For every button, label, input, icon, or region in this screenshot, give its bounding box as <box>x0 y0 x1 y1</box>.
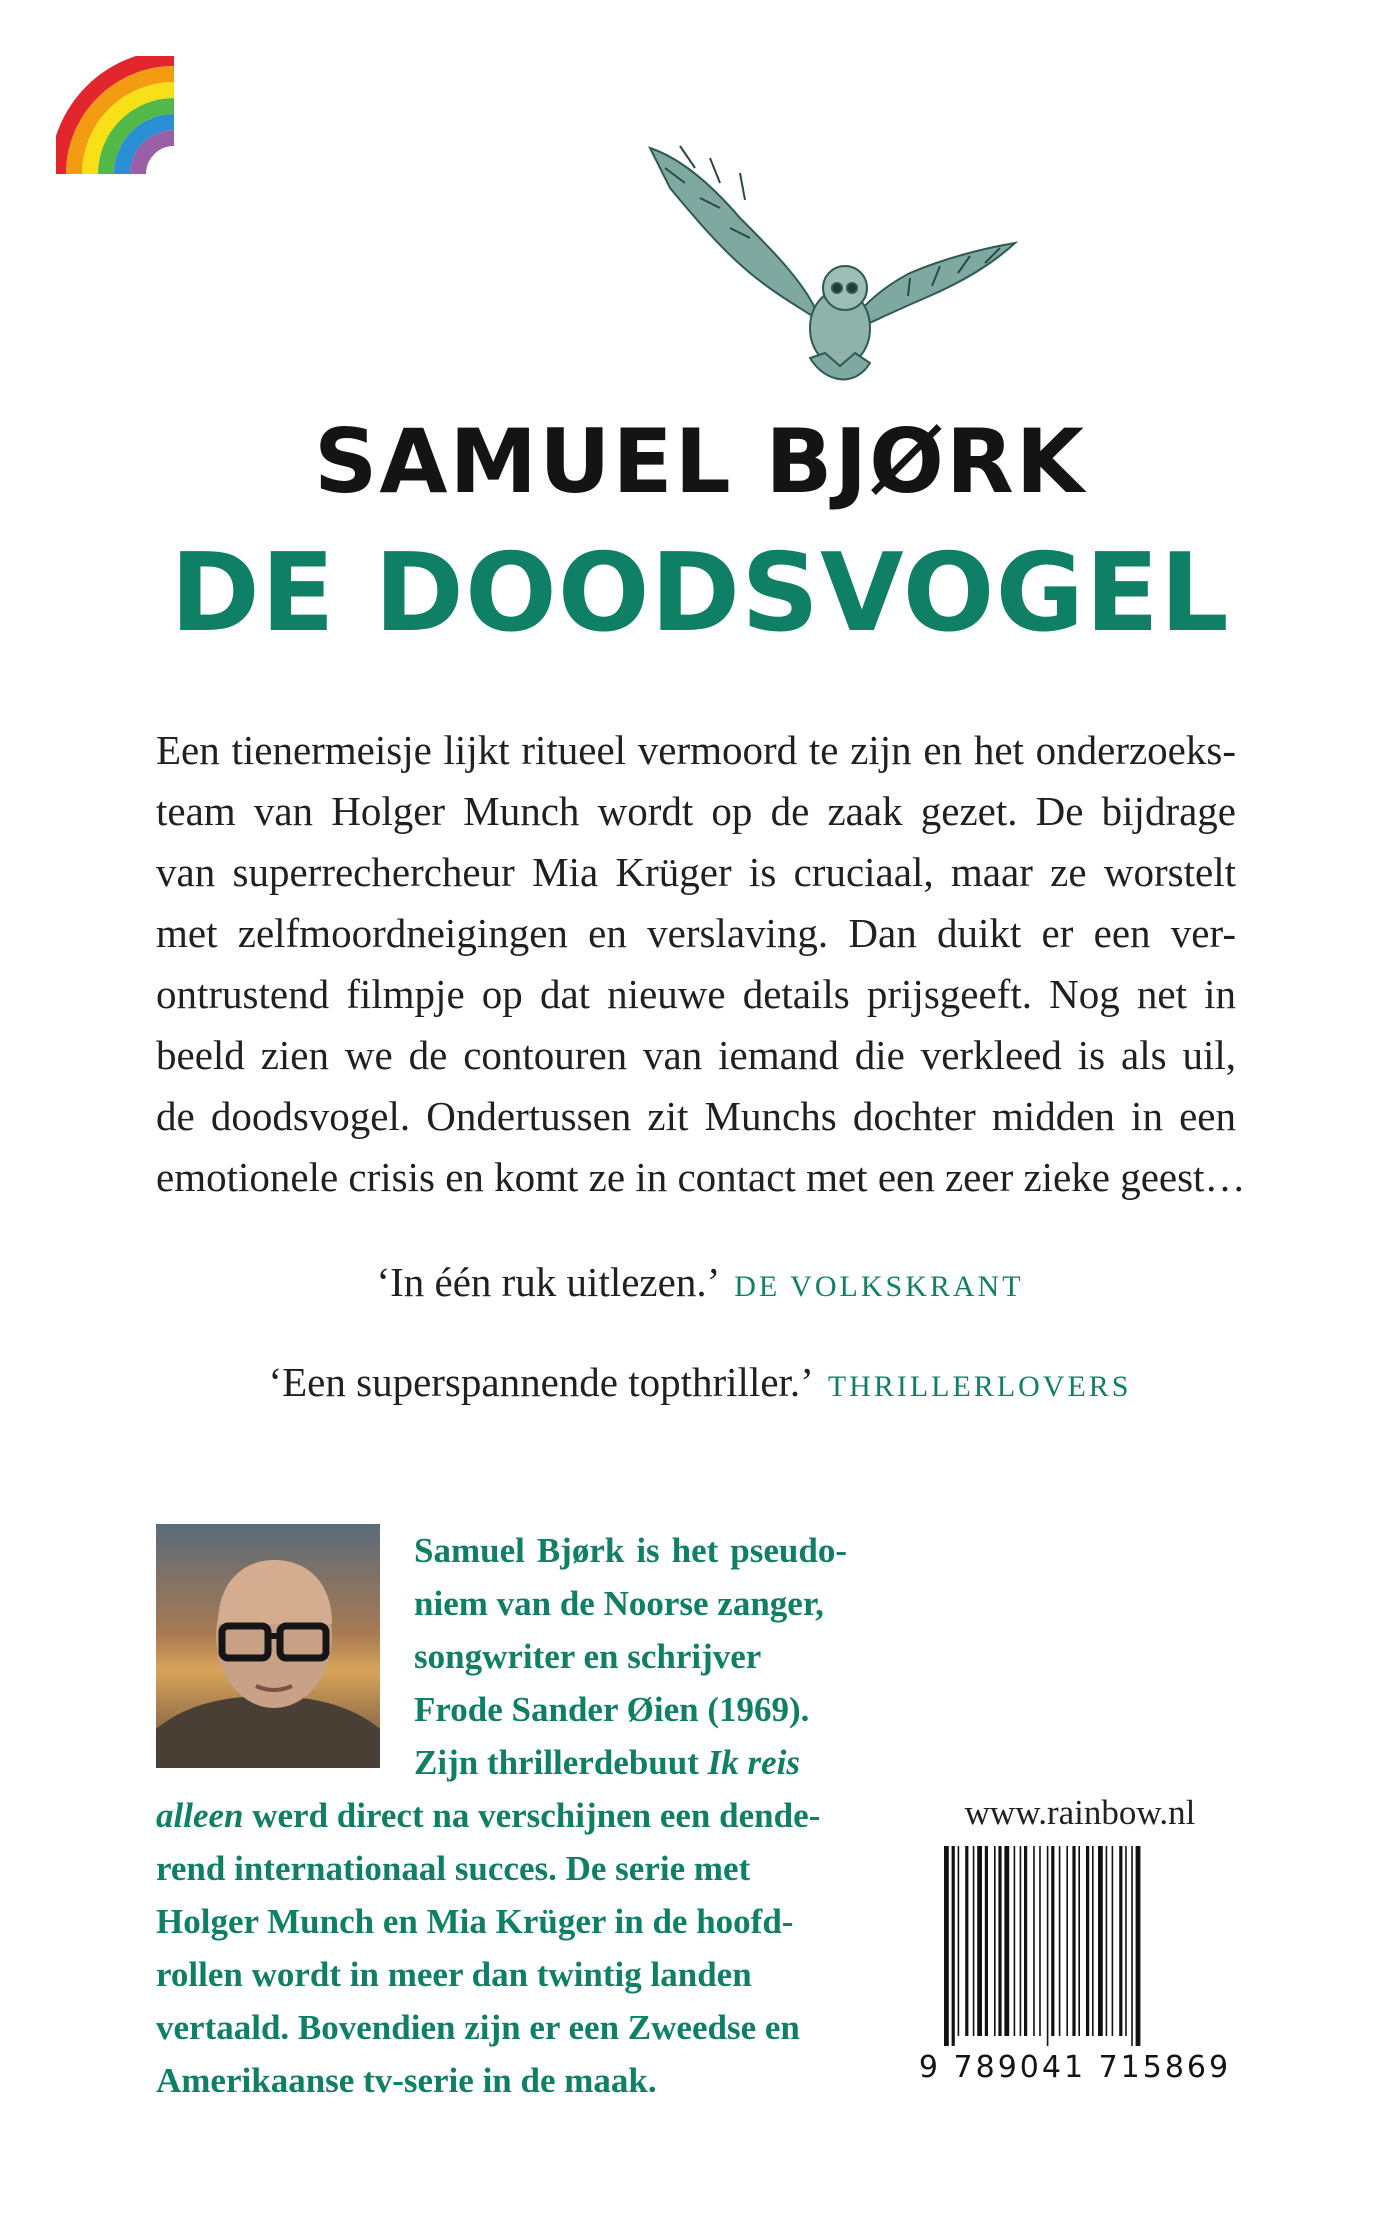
barcode-bar <box>985 1846 988 2036</box>
author-portrait-photo <box>156 1524 380 1768</box>
isbn-number: 9 789041 715869 <box>918 2050 1232 2085</box>
bio-line <box>414 1736 847 1789</box>
barcode-bar <box>1131 1846 1133 2046</box>
barcode-bar <box>973 1846 975 2036</box>
book-title-italic: Ik reis <box>707 1743 801 1782</box>
barcode-bar <box>1072 1846 1075 2036</box>
barcode-bar <box>1039 1846 1041 2036</box>
review-quote <box>0 1259 1400 1305</box>
bio-line: Amerikaanse tv-serie in de maak. <box>156 2061 657 2100</box>
bio-line: niem van de Noorse zanger, <box>414 1584 824 1623</box>
barcode-bar <box>977 1846 982 2036</box>
barcode-bar <box>952 1846 955 2046</box>
review-source: DE VOLKSKRANT <box>734 1270 1024 1303</box>
bio-line: rend internationaal succes. De serie met <box>156 1849 751 1888</box>
author-bio-bottom <box>156 1789 836 2107</box>
barcode-bar <box>1059 1846 1061 2036</box>
publisher-website: www.rainbow.nl <box>964 1793 1196 1832</box>
blurb-line: van superrechercheur Mia Krüger is cruciaal, maar ze worstelt <box>156 849 1236 895</box>
barcode-bar <box>1014 1846 1016 2036</box>
barcode-bar <box>1086 1846 1089 2036</box>
blurb-line: ontrustend filmpje op dat nieuwe details prijsgeeft. Nog net in <box>156 971 1236 1017</box>
bio-line: Holger Munch en Mia Krüger in de hoofd- <box>156 1902 794 1941</box>
barcode-bar <box>998 1846 1001 2036</box>
barcode-bar <box>958 1846 960 2036</box>
review-text: ‘In één ruk uitlezen.’ <box>376 1259 721 1305</box>
bio-line: Samuel Bjørk is het pseudo- <box>414 1531 847 1570</box>
blurb-line: de doodsvogel. Ondertussen zit Munchs dochter midden in een <box>156 1093 1236 1139</box>
barcode-bar <box>1119 1846 1122 2036</box>
bio-text: werd direct na verschijnen een dende- <box>243 1796 821 1835</box>
owl-in-flight-icon <box>640 138 1020 398</box>
book-blurb <box>156 720 1246 1208</box>
barcode-bar <box>994 1846 996 2036</box>
bio-line: vertaald. Bovendien zijn er een Zweedse en <box>156 2008 800 2047</box>
barcode-bar <box>1125 1846 1127 2036</box>
barcode-bar <box>1112 1846 1114 2036</box>
review-source: THRILLERLOVERS <box>827 1370 1132 1403</box>
barcode-bar <box>965 1846 968 2036</box>
blurb-line: team van Holger Munch wordt op de zaak gezet. De bijdrage <box>156 788 1236 834</box>
barcode-bar <box>1004 1846 1009 2036</box>
barcode-bar <box>1047 1846 1049 2046</box>
barcode-bar <box>1098 1846 1103 2036</box>
barcode-bar <box>1092 1846 1094 2036</box>
bio-text: Zijn thrillerdebuut <box>414 1743 708 1782</box>
barcode-bar <box>1106 1846 1108 2036</box>
blurb-line: beeld zien we de contouren van iemand die verkleed is als uil, <box>156 1032 1236 1078</box>
barcode-bar <box>1051 1846 1054 2036</box>
barcode-bar <box>1024 1846 1027 2036</box>
barcode-bar <box>1136 1846 1141 2046</box>
book-title-italic: alleen <box>156 1796 244 1835</box>
bio-line: Frode Sander Øien (1969). <box>414 1690 810 1729</box>
bio-line <box>156 1789 836 1842</box>
book-title: DE DOODSVOGEL <box>170 531 1230 656</box>
review-text: ‘Een superspannende topthriller.’ <box>268 1359 814 1405</box>
barcode-bar <box>944 1846 949 2046</box>
bio-line: songwriter en schrijver <box>414 1637 762 1676</box>
blurb-line: emotionele crisis en komt ze in contact met een zeer zieke geest… <box>156 1154 1246 1200</box>
review-quote <box>0 1359 1400 1405</box>
blurb-line: Een tienermeisje lijkt ritueel vermoord te zijn en het onderzoeks- <box>156 727 1236 773</box>
bio-line: rollen wordt in meer dan twintig landen <box>156 1955 752 1994</box>
barcode-bar <box>1033 1846 1035 2036</box>
barcode-bar <box>1078 1846 1080 2036</box>
author-bio-top <box>414 1524 847 1789</box>
rainbow-logo-icon <box>56 56 176 176</box>
barcode-bar <box>1066 1846 1068 2036</box>
book-author: SAMUEL BJØRK <box>314 410 1086 513</box>
blurb-line: met zelfmoordneigingen en verslaving. Dan duikt er een ver- <box>156 910 1236 956</box>
barcode-bar <box>1020 1846 1022 2036</box>
